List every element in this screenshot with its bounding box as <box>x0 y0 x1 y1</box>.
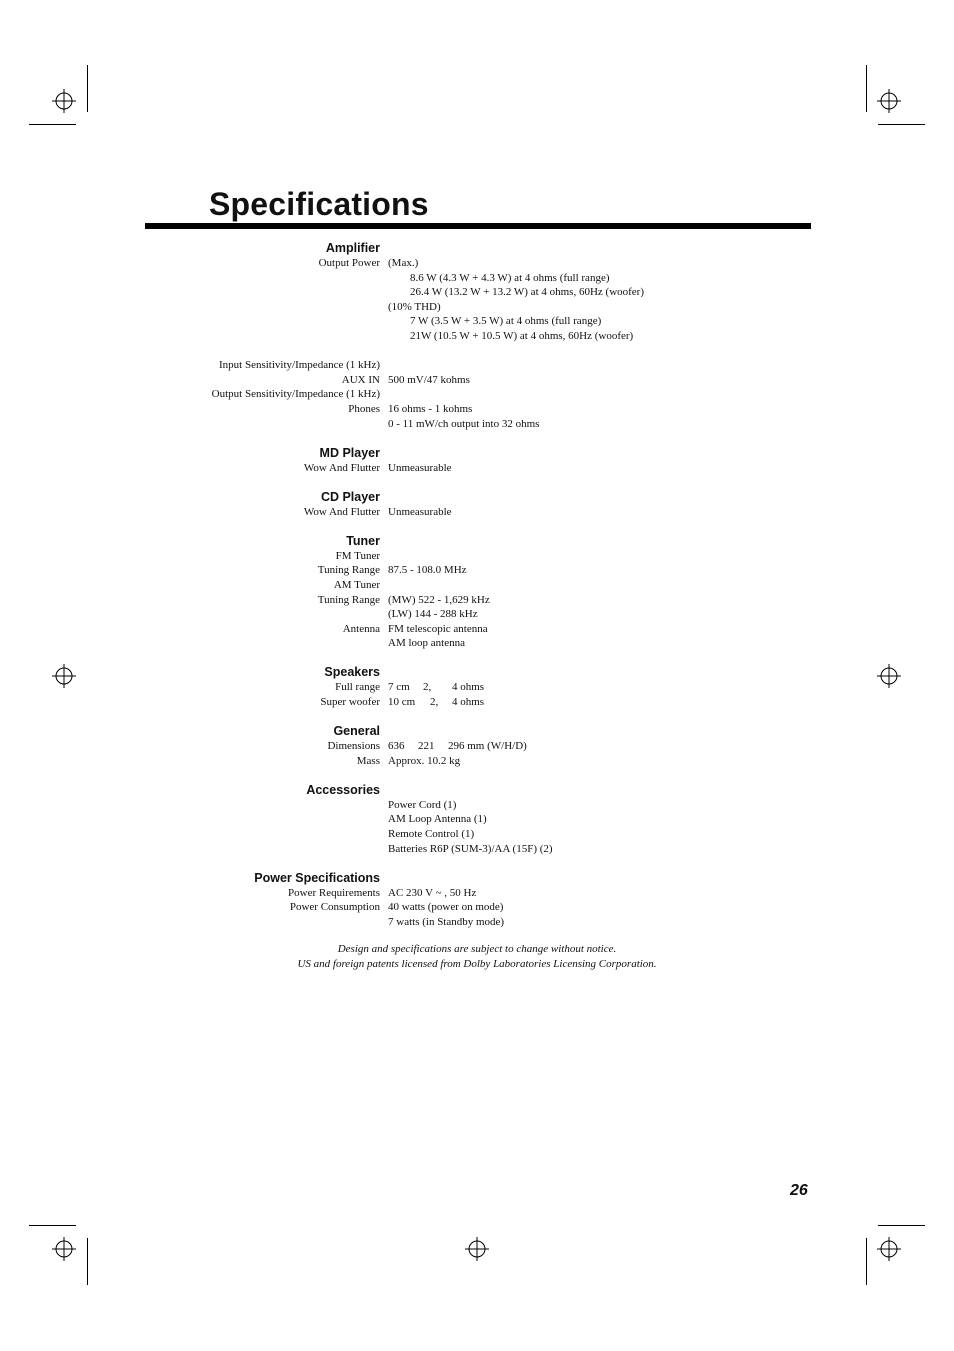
spec-row <box>0 505 954 520</box>
spec-value: 636 <box>388 740 405 753</box>
spec-row <box>0 607 954 622</box>
spec-value: 8.6 W (4.3 W + 4.3 W) at 4 ohms (full range) <box>410 271 610 284</box>
spec-row <box>0 417 954 432</box>
page-title: Specifications <box>209 186 429 222</box>
spec-value: Unmeasurable <box>388 461 452 474</box>
spec-value: (LW) 144 - 288 kHz <box>388 608 478 621</box>
footnote: Design and specifications are subject to change without notice. <box>337 943 617 955</box>
registration-mark-icon <box>52 89 76 113</box>
spec-label: Input Sensitivity/Impedance (1 kHz) <box>219 359 380 372</box>
spec-label: Dimensions <box>327 740 380 753</box>
spec-label: AM Tuner <box>333 579 380 591</box>
section-tuner <box>0 534 954 549</box>
spacer <box>0 710 954 725</box>
spec-row <box>0 373 954 388</box>
spec-value: (MW) 522 - 1,629 kHz <box>388 593 490 606</box>
spec-row <box>0 387 954 402</box>
crop-mark <box>878 124 925 125</box>
list-item <box>0 827 954 842</box>
spec-label: Tuning Range <box>317 564 380 577</box>
page-number: 26 <box>790 1182 808 1199</box>
crop-mark <box>87 65 88 112</box>
spec-row <box>0 285 954 300</box>
spec-label: Tuning Range <box>317 593 380 606</box>
specifications-list <box>0 241 954 930</box>
section-cd-player <box>0 490 954 505</box>
spec-value: 26.4 W (13.2 W + 13.2 W) at 4 ohms, 60Hz (woofer) <box>410 286 645 299</box>
spec-label: Phones <box>348 402 380 415</box>
spec-row <box>0 314 954 329</box>
spec-label: Antenna <box>342 622 380 635</box>
spec-value: 87.5 - 108.0 MHz <box>388 564 467 577</box>
spec-row <box>0 461 954 476</box>
spacer <box>0 519 954 534</box>
section-heading: MD Player <box>319 445 380 460</box>
spacer <box>0 856 954 871</box>
section-md-player <box>0 446 954 461</box>
spec-value: (10% THD) <box>388 300 441 313</box>
crop-mark <box>29 124 76 125</box>
spec-value: 4 ohms <box>452 681 485 694</box>
spec-label: Output Sensitivity/Impedance (1 kHz) <box>211 388 380 401</box>
spacer <box>0 651 954 666</box>
spec-row <box>0 578 954 593</box>
spec-label: Full range <box>335 681 380 694</box>
spec-label: Wow And Flutter <box>303 461 380 474</box>
spec-row <box>0 402 954 417</box>
spacer <box>0 431 954 446</box>
spec-row <box>0 695 954 710</box>
spec-value: 500 mV/47 kohms <box>388 373 470 386</box>
spec-value: Remote Control (1) <box>388 828 475 841</box>
spec-row <box>0 622 954 637</box>
spec-value: 10 cm <box>388 696 416 709</box>
spec-row <box>0 329 954 344</box>
spec-value: 7 watts (in Standby mode) <box>388 915 505 928</box>
spec-row <box>0 900 954 915</box>
section-heading: Tuner <box>346 533 380 548</box>
spec-label: Wow And Flutter <box>303 505 380 518</box>
list-item <box>0 812 954 827</box>
spec-value: (Max.) <box>388 257 419 269</box>
spec-label: Mass <box>356 754 380 767</box>
list-item <box>0 842 954 857</box>
spec-value: 296 mm (W/H/D) <box>448 740 527 753</box>
spec-label: FM Tuner <box>335 549 380 562</box>
crop-mark <box>878 1225 925 1226</box>
spacer <box>0 768 954 783</box>
section-heading: Speakers <box>324 665 380 680</box>
spec-value: 7 cm <box>388 681 410 694</box>
spec-row <box>0 886 954 901</box>
spec-value: AC 230 V ~ , 50 Hz <box>388 886 477 899</box>
spec-value: 16 ohms - 1 kohms <box>388 402 473 415</box>
spec-value: 221 <box>418 740 435 753</box>
section-general <box>0 724 954 739</box>
spacer <box>0 475 954 490</box>
spec-row <box>0 915 954 930</box>
list-item <box>0 798 954 813</box>
spec-value: AM Loop Antenna (1) <box>388 813 487 826</box>
spec-value: 40 watts (power on mode) <box>388 901 504 914</box>
title-rule <box>145 223 811 229</box>
spacer <box>0 344 954 359</box>
section-heading: General <box>333 724 380 739</box>
crop-mark <box>866 65 867 112</box>
registration-mark-icon <box>877 1237 901 1261</box>
section-power-specifications <box>0 871 954 886</box>
section-heading: CD Player <box>320 489 380 504</box>
section-speakers <box>0 665 954 680</box>
spec-label: Super woofer <box>320 696 380 709</box>
footnote: US and foreign patents licensed from Dolby Laboratories Licensing Corporation. <box>297 958 657 970</box>
spec-label: AUX IN <box>341 373 380 386</box>
spec-label: Output Power <box>318 257 380 269</box>
spec-value: Power Cord (1) <box>388 798 457 811</box>
registration-mark-icon <box>465 1237 489 1261</box>
spec-value: 2, <box>430 696 439 709</box>
spec-row <box>0 739 954 754</box>
spec-value: AM loop antenna <box>388 637 465 650</box>
spec-row <box>0 256 954 271</box>
spec-row <box>0 300 954 315</box>
spec-value: Unmeasurable <box>388 505 452 518</box>
registration-mark-icon <box>52 1237 76 1261</box>
section-amplifier <box>0 241 954 256</box>
spec-row <box>0 680 954 695</box>
section-heading: Amplifier <box>325 241 380 255</box>
spec-value: 0 - 11 mW/ch output into 32 ohms <box>388 417 540 430</box>
crop-mark <box>87 1238 88 1285</box>
spec-row <box>0 549 954 564</box>
section-heading: Accessories <box>306 782 380 797</box>
spec-value: Approx. 10.2 kg <box>388 754 461 767</box>
spec-row <box>0 636 954 651</box>
footnotes <box>0 942 954 972</box>
crop-mark <box>866 1238 867 1285</box>
spec-row <box>0 754 954 769</box>
section-accessories <box>0 783 954 798</box>
registration-mark-icon <box>877 89 901 113</box>
spec-value: 4 ohms <box>452 696 485 709</box>
spec-row <box>0 563 954 578</box>
spec-row <box>0 358 954 373</box>
crop-mark <box>29 1225 76 1226</box>
spec-value: FM telescopic antenna <box>388 622 488 635</box>
spec-row <box>0 593 954 608</box>
spec-value: 7 W (3.5 W + 3.5 W) at 4 ohms (full range) <box>410 315 602 328</box>
spec-value: Batteries R6P (SUM-3)/AA (15F) (2) <box>388 842 553 855</box>
section-heading: Power Specifications <box>254 870 380 885</box>
spec-label: Power Requirements <box>288 886 380 899</box>
spec-value: 21W (10.5 W + 10.5 W) at 4 ohms, 60Hz (woofer) <box>410 329 634 342</box>
spec-label: Power Consumption <box>289 901 380 914</box>
spec-value: 2, <box>423 681 432 694</box>
spec-row <box>0 271 954 286</box>
